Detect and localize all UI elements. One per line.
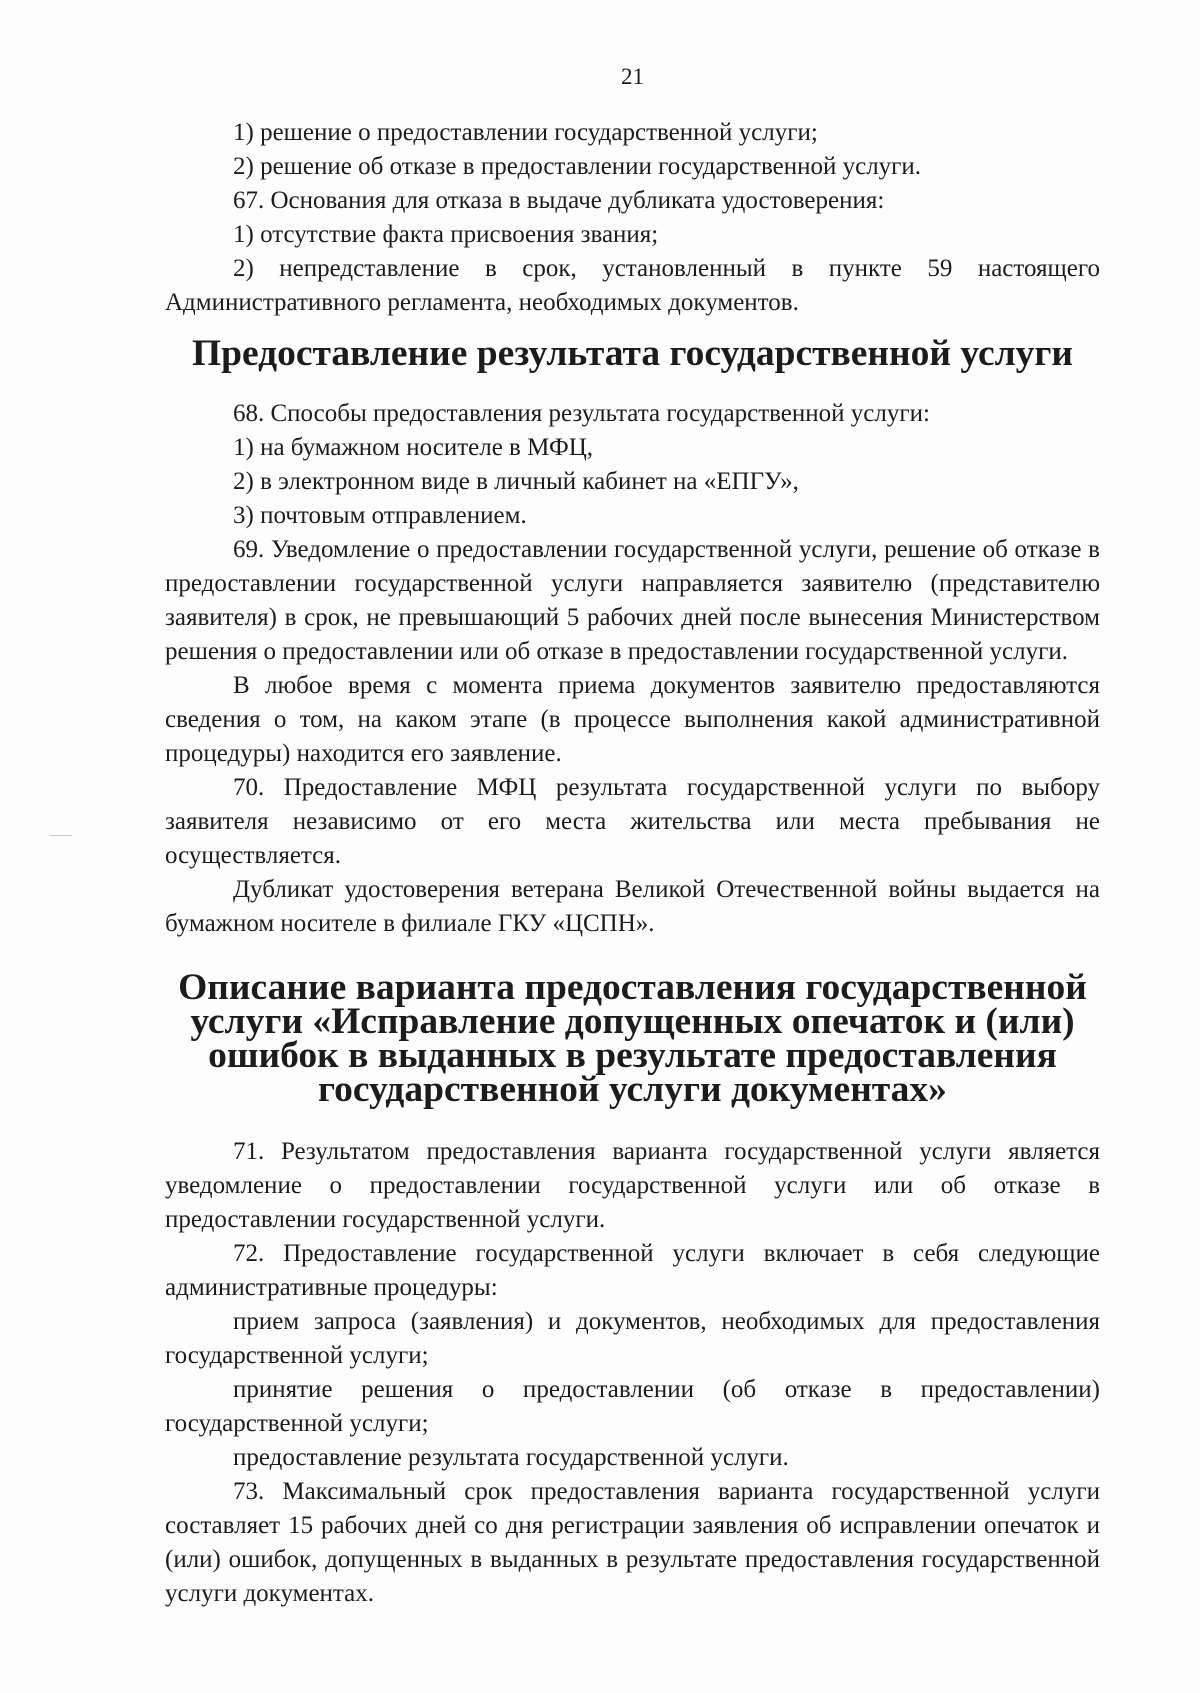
paragraph: прием запроса (заявления) и документов, необходимых для предоставления государственной услуги; — [165, 1308, 1100, 1369]
section-heading: Описание варианта предоставления государственной услуги «Исправление допущенных опечаток и (или) ошибок в выданных в результате предоставления государственной услуги документах» — [178, 967, 1087, 1110]
paragraph: 1) решение о предоставлении государственной услуги; — [233, 119, 818, 146]
paragraph: 71. Результатом предоставления варианта государственной услуги является уведомление о предоставлении государственной услуги или об отказе в предоставлении государственной услуги. — [165, 1138, 1100, 1233]
paragraph: 1) отсутствие факта присвоения звания; — [233, 221, 659, 248]
paragraph: 69. Уведомление о предоставлении государственной услуги, решение об отказе в предоставлении государственной услуги направляется заявителю (представителю заявителя) в срок, не превышающий 5 рабочих дней после вынесения Министерством решения о предоставлении или об отказе в предоставлении государственной услуги. — [165, 536, 1100, 665]
paragraph: 68. Способы предоставления результата государственной услуги: — [233, 400, 930, 427]
paragraph: 1) на бумажном носителе в МФЦ, — [233, 434, 594, 461]
paragraph: принятие решения о предоставлении (об отказе в предоставлении) государственной услуги; — [165, 1376, 1100, 1437]
paragraph: 2) в электронном виде в личный кабинет на «ЕПГУ», — [233, 468, 799, 495]
paragraph: 72. Предоставление государственной услуги включает в себя следующие административные процедуры: — [165, 1240, 1100, 1301]
paragraph: 3) почтовым отправлением. — [233, 502, 527, 529]
paragraph: 2) непредставление в срок, установленный в пункте 59 настоящего Административного регламента, необходимых документов. — [165, 255, 1100, 316]
section-heading: Предоставление результата государственной услуги — [191, 333, 1074, 374]
paragraph: 70. Предоставление МФЦ результата государственной услуги по выбору заявителя независимо от его места жительства или места пребывания не осуществляется. — [165, 774, 1100, 869]
paragraph: 2) решение об отказе в предоставлении государственной услуги. — [233, 153, 922, 180]
paragraph: 73. Максимальный срок предоставления варианта государственной услуги составляет 15 рабочих дней со дня регистрации заявления об исправлении опечаток и (или) ошибок, допущенных в выданных в результате предоставления государственной услуги документах. — [165, 1478, 1100, 1607]
paragraph: предоставление результата государственной услуги. — [233, 1444, 789, 1471]
page-number: 21 — [621, 64, 644, 89]
scan-artifact — [50, 835, 72, 836]
paragraph: Дубликат удостоверения ветерана Великой Отечественной войны выдается на бумажном носителе в филиале ГКУ «ЦСПН». — [165, 876, 1100, 937]
paragraph: 67. Основания для отказа в выдаче дубликата удостоверения: — [233, 187, 885, 214]
page-content — [165, 60, 1100, 1611]
paragraph: В любое время с момента приема документов заявителю предоставляются сведения о том, на каком этапе (в процессе выполнения какой административной процедуры) находится его заявление. — [165, 672, 1100, 767]
